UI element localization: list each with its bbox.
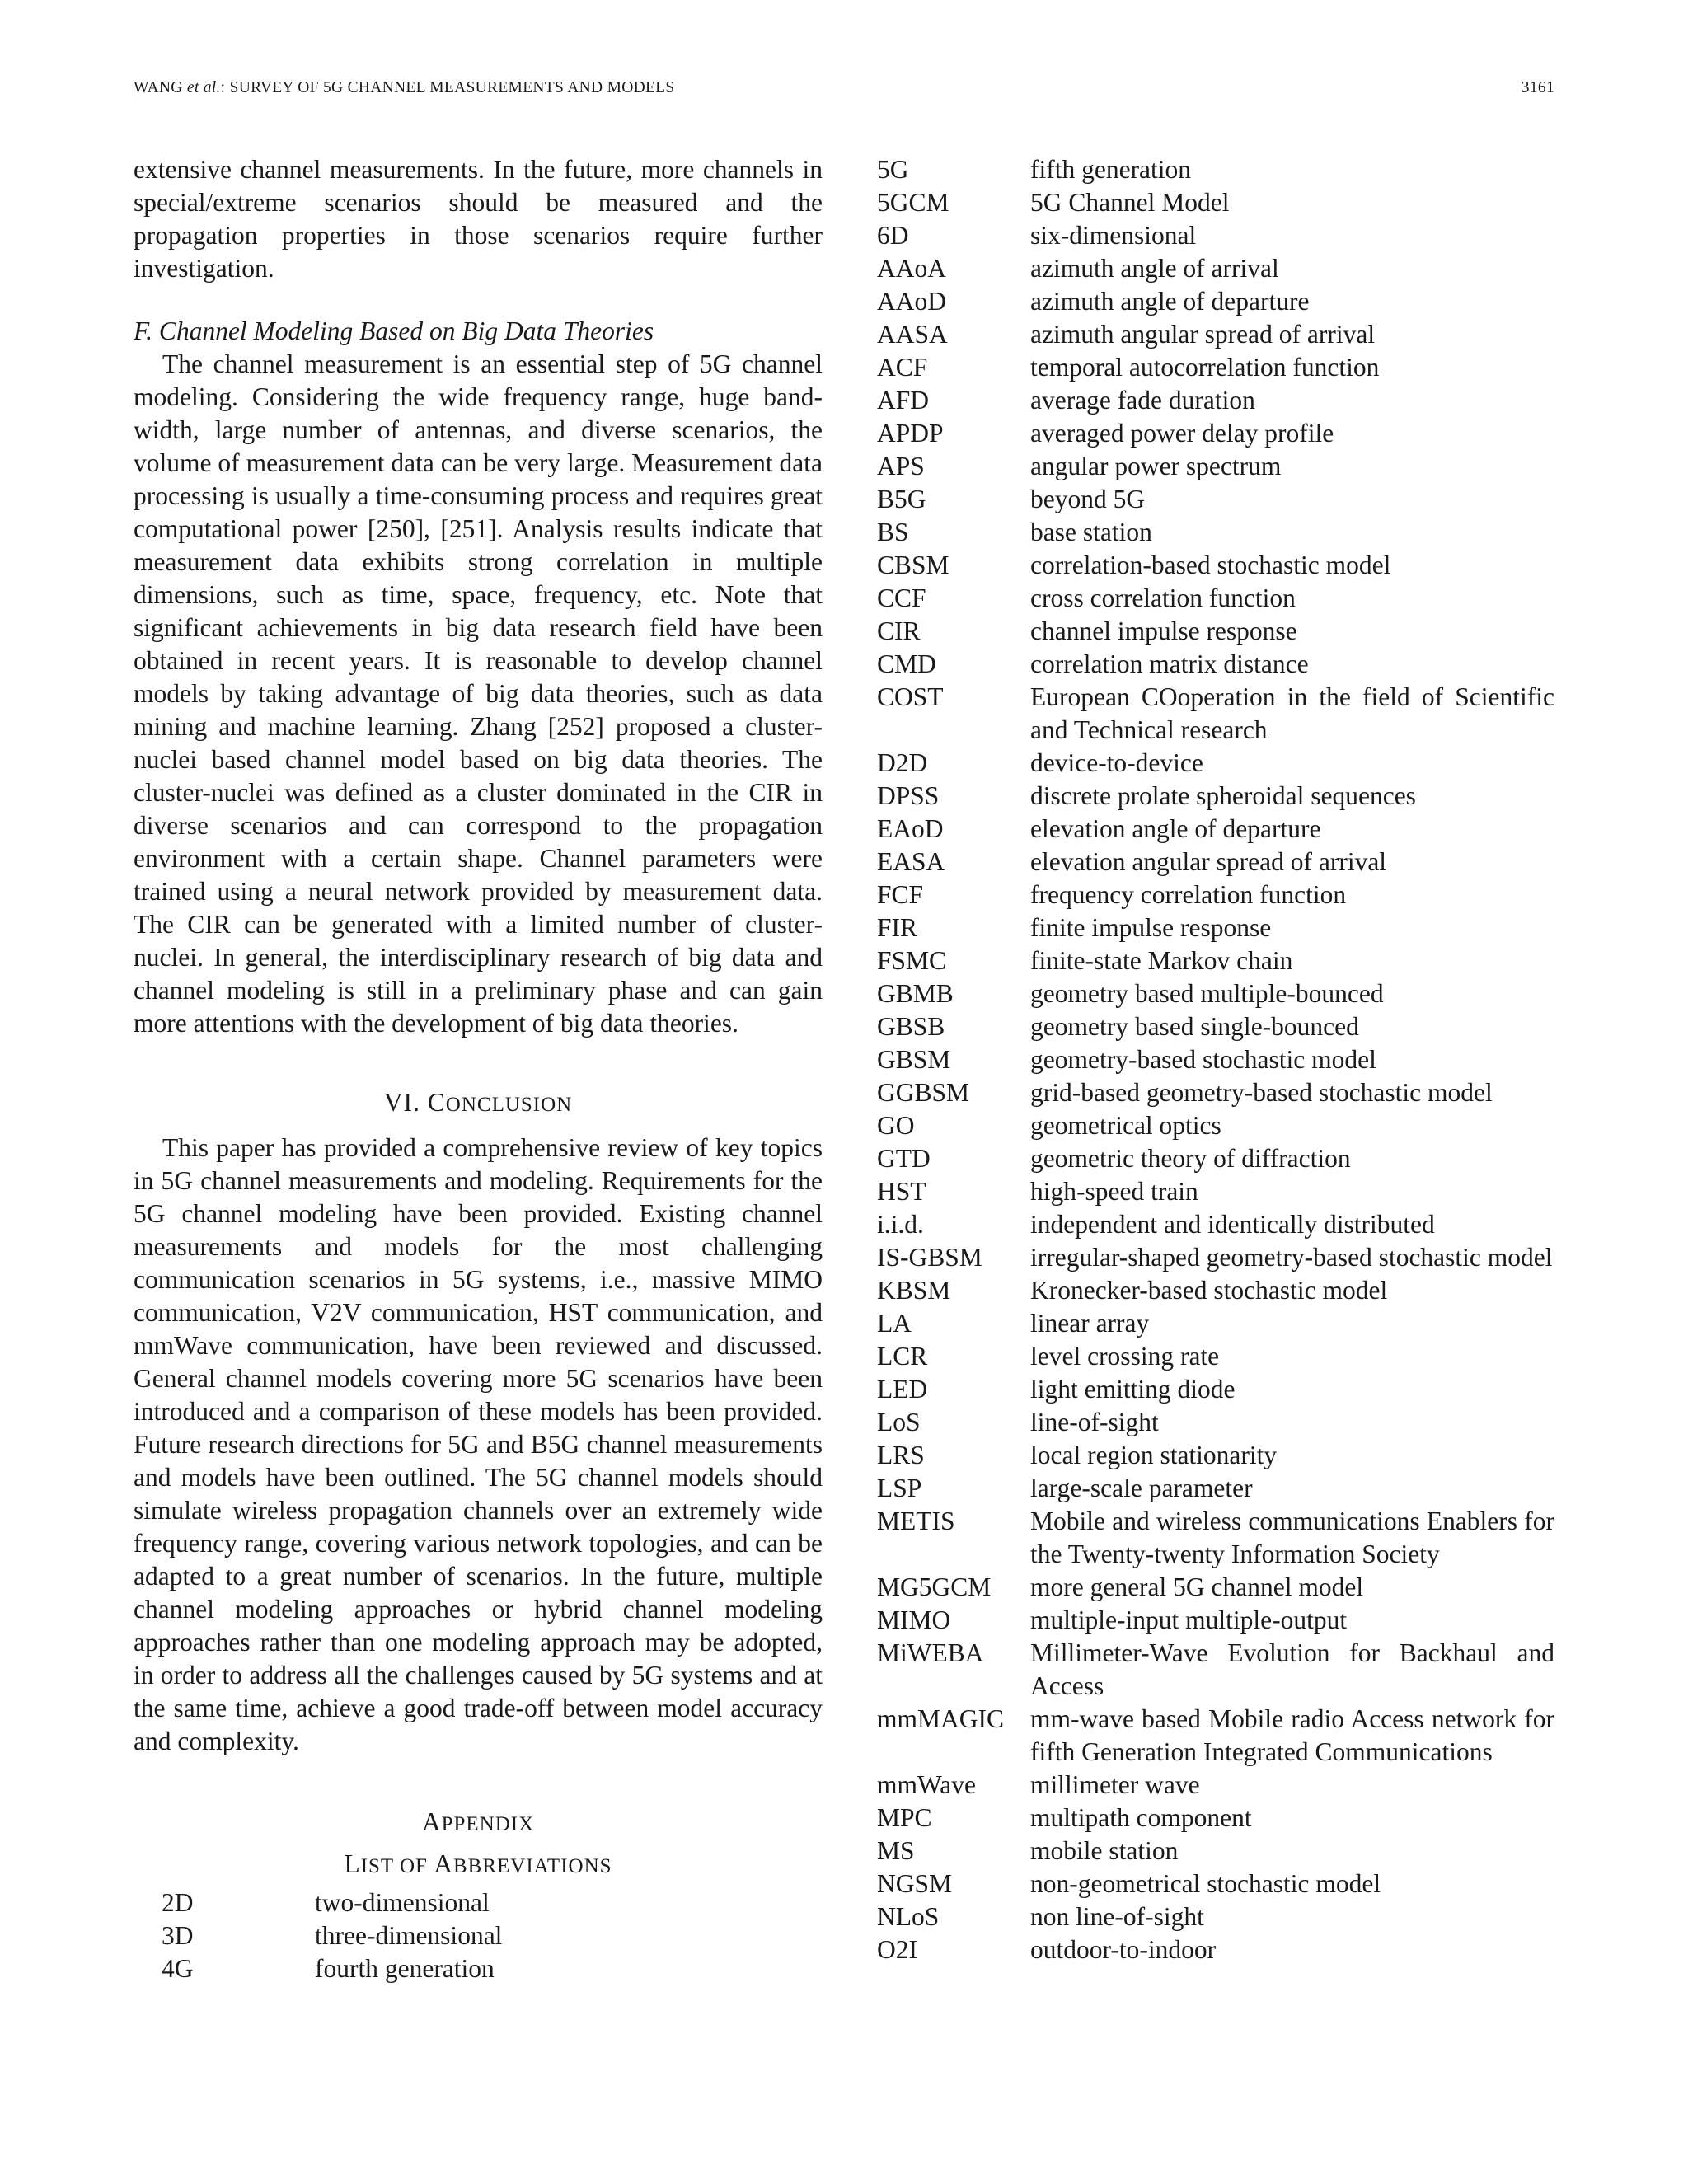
abbreviation-row [877,252,1554,285]
abbreviation-term: O2I [877,1935,917,1964]
abbreviation-definition: Kronecker-based stochastic model [1030,1276,1388,1305]
abbreviation-term: LoS [877,1408,921,1436]
abbreviation-row [877,450,1554,483]
abbreviation-term: BS [877,518,909,546]
abbreviation-row [877,1505,1554,1571]
abbreviation-row [877,1307,1554,1340]
abbreviation-row [877,1868,1554,1900]
abbreviation-definition: level crossing rate [1030,1342,1220,1371]
abbreviation-row [877,1373,1554,1406]
abbreviation-term: IS-GBSM [877,1243,982,1272]
abbreviation-definition: geometric theory of diffraction [1030,1144,1351,1173]
abbreviation-term: FSMC [877,946,947,975]
abbreviation-term: FCF [877,880,924,909]
abbreviation-row [877,944,1554,977]
abbreviation-definition: large-scale parameter [1030,1474,1253,1502]
abbreviation-definition: linear array [1030,1309,1150,1338]
abbreviation-definition: geometry based single-bounced [1030,1012,1359,1041]
abbreviation-row [877,384,1554,417]
conclusion-paragraph: This paper has provided a comprehensive review of key topics in 5G channel measurements and modeling. Requirements for the 5G channel modeling have been provided. Existing channel measurements and models for the most challenging communication scenarios in 5G systems, i.e., massive MIMO communication, V2V communication, HST communication, and mmWave communication, have been reviewed and discussed. General channel models covering more 5G scenarios have been introduced and a comparison of these models has been provided. Future research directions for 5G and B5G channel measurements and models have been outlined. The 5G channel models should simulate wireless propagation channels over an extremely wide frequency range, covering various network topologies, and can be adapted to a great number of scenarios. In the future, multiple channel modeling approaches or hybrid channel modeling approaches rather than one modeling approach may be adopted, in order to address all the challenges caused by 5G systems and at the same time, achieve a good trade-off between model accuracy and complexity. [134,1133,823,1755]
abbreviation-term: mmMAGIC [877,1704,1005,1733]
abbreviation-term: FIR [877,913,918,942]
abbreviation-definition: local region stationarity [1030,1441,1278,1469]
abbreviation-definition: angular power spectrum [1030,452,1282,480]
abbreviation-definition: geometrical optics [1030,1111,1221,1140]
abbreviation-term: ACF [877,353,928,382]
abbreviation-definition: cross correlation function [1030,583,1296,612]
abbreviation-row [877,1043,1554,1076]
abbreviation-row [877,1274,1554,1307]
abbreviation-definition: azimuth angle of departure [1030,287,1310,316]
abbreviation-row [877,1010,1554,1043]
abbreviation-term: GGBSM [877,1078,970,1107]
abbreviation-row [877,1241,1554,1274]
abbreviation-term: NGSM [877,1869,953,1898]
abbreviation-definition: 5G Channel Model [1030,188,1230,217]
abbreviation-term: METIS [877,1507,955,1535]
abbreviation-row [877,1637,1554,1703]
abbreviation-row [877,1208,1554,1241]
abbreviation-term: MiWEBA [877,1638,984,1667]
abbreviation-definition: Millimeter-Wave Evolution for Backhaul and Access [1030,1638,1554,1700]
abbreviation-definition: azimuth angle of arrival [1030,254,1279,283]
abbreviation-term: 2D [162,1888,194,1917]
abbreviation-definition: millimeter wave [1030,1770,1200,1799]
abbreviation-term: KBSM [877,1276,951,1305]
abbreviation-definition: grid-based geometry-based stochastic model [1030,1078,1493,1107]
abbreviation-definition: non-geometrical stochastic model [1030,1869,1381,1898]
abbreviation-term: APS [877,452,925,480]
abbreviation-definition: average fade duration [1030,386,1255,415]
abbreviation-definition: base station [1030,518,1152,546]
abbreviation-term: NLoS [877,1902,940,1931]
abbreviation-definition: correlation-based stochastic model [1030,551,1391,579]
abbreviation-row [877,813,1554,846]
abbreviation-row [877,846,1554,879]
abbreviation-term: CBSM [877,551,950,579]
section-vi-heading: VI. CONCLUSION [383,1088,573,1117]
abbreviation-row [877,219,1554,252]
appendix-heading: APPENDIX [421,1807,535,1836]
abbreviation-definition: geometry-based stochastic model [1030,1045,1376,1074]
abbreviation-term: mmWave [877,1770,976,1799]
abbreviation-definition: device-to-device [1030,748,1203,777]
abbreviation-definition: elevation angular spread of arrival [1030,847,1387,876]
abbreviation-term: LA [877,1309,912,1338]
abbreviations-list-heading: LIST OF ABBREVIATIONS [344,1849,612,1878]
abbreviation-row [877,1142,1554,1175]
abbreviation-row [877,615,1554,648]
abbreviation-definition: independent and identically distributed [1030,1210,1435,1239]
abbreviation-term: AAoA [877,254,946,283]
abbreviation-row [877,681,1554,747]
abbreviation-definition: line-of-sight [1030,1408,1159,1436]
abbreviation-row [877,1900,1554,1933]
abbreviation-definition: more general 5G channel model [1030,1572,1364,1601]
running-header [134,79,1554,104]
abbreviation-term: D2D [877,748,928,777]
abbreviation-definition: discrete prolate spheroidal sequences [1030,781,1416,810]
abbreviation-definition: Mobile and wireless communications Enablers for the Twenty-twenty Information Society [1030,1507,1554,1568]
abbreviation-term: i.i.d. [877,1210,924,1239]
abbreviation-term: HST [877,1177,926,1206]
abbreviation-term: 5GCM [877,188,950,217]
page-number: 3161 [1521,79,1554,96]
abbreviation-definition: six-dimensional [1030,221,1197,250]
abbreviation-definition: multipath component [1030,1803,1252,1832]
abbreviation-row [877,582,1554,615]
abbreviation-term: AAoD [877,287,946,316]
abbreviation-row [877,351,1554,384]
abbreviation-row [877,186,1554,219]
abbreviation-definition: non line-of-sight [1030,1902,1204,1931]
abbreviation-row [877,153,1554,186]
abbreviation-definition: two-dimensional [315,1888,490,1917]
abbreviation-row [877,747,1554,780]
abbreviation-definition: European COoperation in the field of Scientific and Technical research [1030,682,1554,744]
abbreviation-row [877,1406,1554,1439]
abbreviation-list-left [134,1886,823,1985]
abbreviation-definition: temporal autocorrelation function [1030,353,1380,382]
abbreviation-term: 3D [162,1921,194,1950]
abbreviation-row [877,1571,1554,1604]
abbreviation-term: 6D [877,221,909,250]
abbreviation-row [877,648,1554,681]
abbreviation-row [877,879,1554,912]
abbreviation-definition: fifth generation [1030,155,1192,184]
continued-paragraph: extensive channel measurements. In the future, more channels in special/extreme scenarios should be measured and the propagation properties in those scenarios require further investigation. [134,155,823,283]
abbreviation-definition: beyond 5G [1030,485,1146,513]
abbreviation-term: LCR [877,1342,928,1371]
abbreviation-definition: multiple-input multiple-output [1030,1605,1348,1634]
abbreviation-definition: high-speed train [1030,1177,1198,1206]
running-title: WANG et al.: SURVEY OF 5G CHANNEL MEASUREMENTS AND MODELS [134,79,675,96]
abbreviation-term: DPSS [877,781,940,810]
abbreviation-row [877,1076,1554,1109]
abbreviation-term: AASA [877,320,948,349]
abbreviation-term: B5G [877,485,926,513]
abbreviation-term: COST [877,682,944,711]
abbreviation-term: GBSM [877,1045,951,1074]
abbreviation-term: LRS [877,1441,925,1469]
abbreviation-row [877,1604,1554,1637]
abbreviation-definition: averaged power delay profile [1030,419,1334,448]
abbreviation-term: 5G [877,155,909,184]
abbreviation-row [877,417,1554,450]
abbreviation-term: LED [877,1375,928,1404]
abbreviation-term: GBMB [877,979,954,1008]
abbreviation-row [877,285,1554,318]
abbreviation-term: MG5GCM [877,1572,992,1601]
left-column [134,153,823,1985]
subsection-f-heading: F. Channel Modeling Based on Big Data Theories [134,316,654,345]
abbreviation-row [877,1769,1554,1802]
abbreviation-definition: fourth generation [315,1954,495,1983]
abbreviation-row [877,318,1554,351]
abbreviation-row [877,516,1554,549]
abbreviation-row [877,780,1554,813]
abbreviation-term: EASA [877,847,945,876]
abbreviation-definition: mobile station [1030,1836,1179,1865]
abbreviation-row [877,1472,1554,1505]
abbreviation-term: LSP [877,1474,922,1502]
abbreviation-definition: finite-state Markov chain [1030,946,1293,975]
abbreviation-row [877,549,1554,582]
abbreviation-term: MS [877,1836,915,1865]
abbreviation-term: MIMO [877,1605,951,1634]
abbreviation-term: AFD [877,386,930,415]
abbreviation-definition: mm-wave based Mobile radio Access network for fifth Generation Integrated Communications [1030,1704,1554,1766]
abbreviation-definition: finite impulse response [1030,913,1272,942]
abbreviation-row [877,483,1554,516]
abbreviation-row [877,977,1554,1010]
abbreviation-definition: three-dimensional [315,1921,503,1950]
abbreviation-term: GTD [877,1144,931,1173]
abbreviation-definition: light emitting diode [1030,1375,1236,1404]
abbreviation-row [877,1439,1554,1472]
abbreviation-term: GO [877,1111,915,1140]
abbreviation-definition: outdoor-to-indoor [1030,1935,1217,1964]
abbreviation-definition: correlation matrix distance [1030,649,1309,678]
abbreviation-term: CIR [877,616,921,645]
subsection-f-paragraph: The channel measurement is an essential step of 5G channel modeling. Considering the wide frequency range, huge bandwidth, large number of antennas, and diverse scenarios, the volume of measurement data can be very large. Measurement data processing is usually a time-consuming process and requires great computational power [250], [251]. Analysis results indicate that measurement data exhibits strong correlation in multiple dimensions, such as time, space, frequency, etc. Note that significant achievements in big data research field have been obtained in recent years. It is reasonable to develop channel models by taking advantage of big data theories, such as data mining and machine learning. Zhang [252] proposed a cluster-nuclei based channel model based on big data theories. The cluster-nuclei was defined as a cluster dominated in the CIR in diverse scenarios and can correspond to the propagation environment with a certain shape. Channel parameters were trained using a neural network provided by measurement data. The CIR can be generated with a limited number of cluster-nuclei. In general, the interdisciplinary research of big data and channel modeling is still in a preliminary phase and can gain more attentions with the development of big data theories. [134,349,823,1038]
abbreviation-row [877,1933,1554,1966]
abbreviation-row [134,1886,823,1919]
abbreviation-row [877,912,1554,944]
abbreviation-row [877,1109,1554,1142]
abbreviation-row [877,1340,1554,1373]
abbreviation-term: 4G [162,1954,194,1983]
abbreviation-definition: geometry based multiple-bounced [1030,979,1384,1008]
abbreviation-definition: elevation angle of departure [1030,814,1321,843]
abbreviation-row [877,1703,1554,1769]
abbreviation-definition: azimuth angular spread of arrival [1030,320,1376,349]
abbreviation-term: MPC [877,1803,932,1832]
abbreviation-row [877,1835,1554,1868]
abbreviation-definition: irregular-shaped geometry-based stochastic model [1030,1243,1553,1272]
abbreviation-row [877,1802,1554,1835]
abbreviation-term: APDP [877,419,944,448]
abbreviation-term: CCF [877,583,926,612]
abbreviation-row [134,1919,823,1952]
right-column-abbreviation-list [877,153,1554,1966]
abbreviation-definition: channel impulse response [1030,616,1297,645]
abbreviation-term: EAoD [877,814,944,843]
abbreviation-term: CMD [877,649,936,678]
abbreviation-row [877,1175,1554,1208]
abbreviation-term: GBSB [877,1012,945,1041]
abbreviation-row [134,1952,823,1985]
abbreviation-definition: frequency correlation function [1030,880,1347,909]
